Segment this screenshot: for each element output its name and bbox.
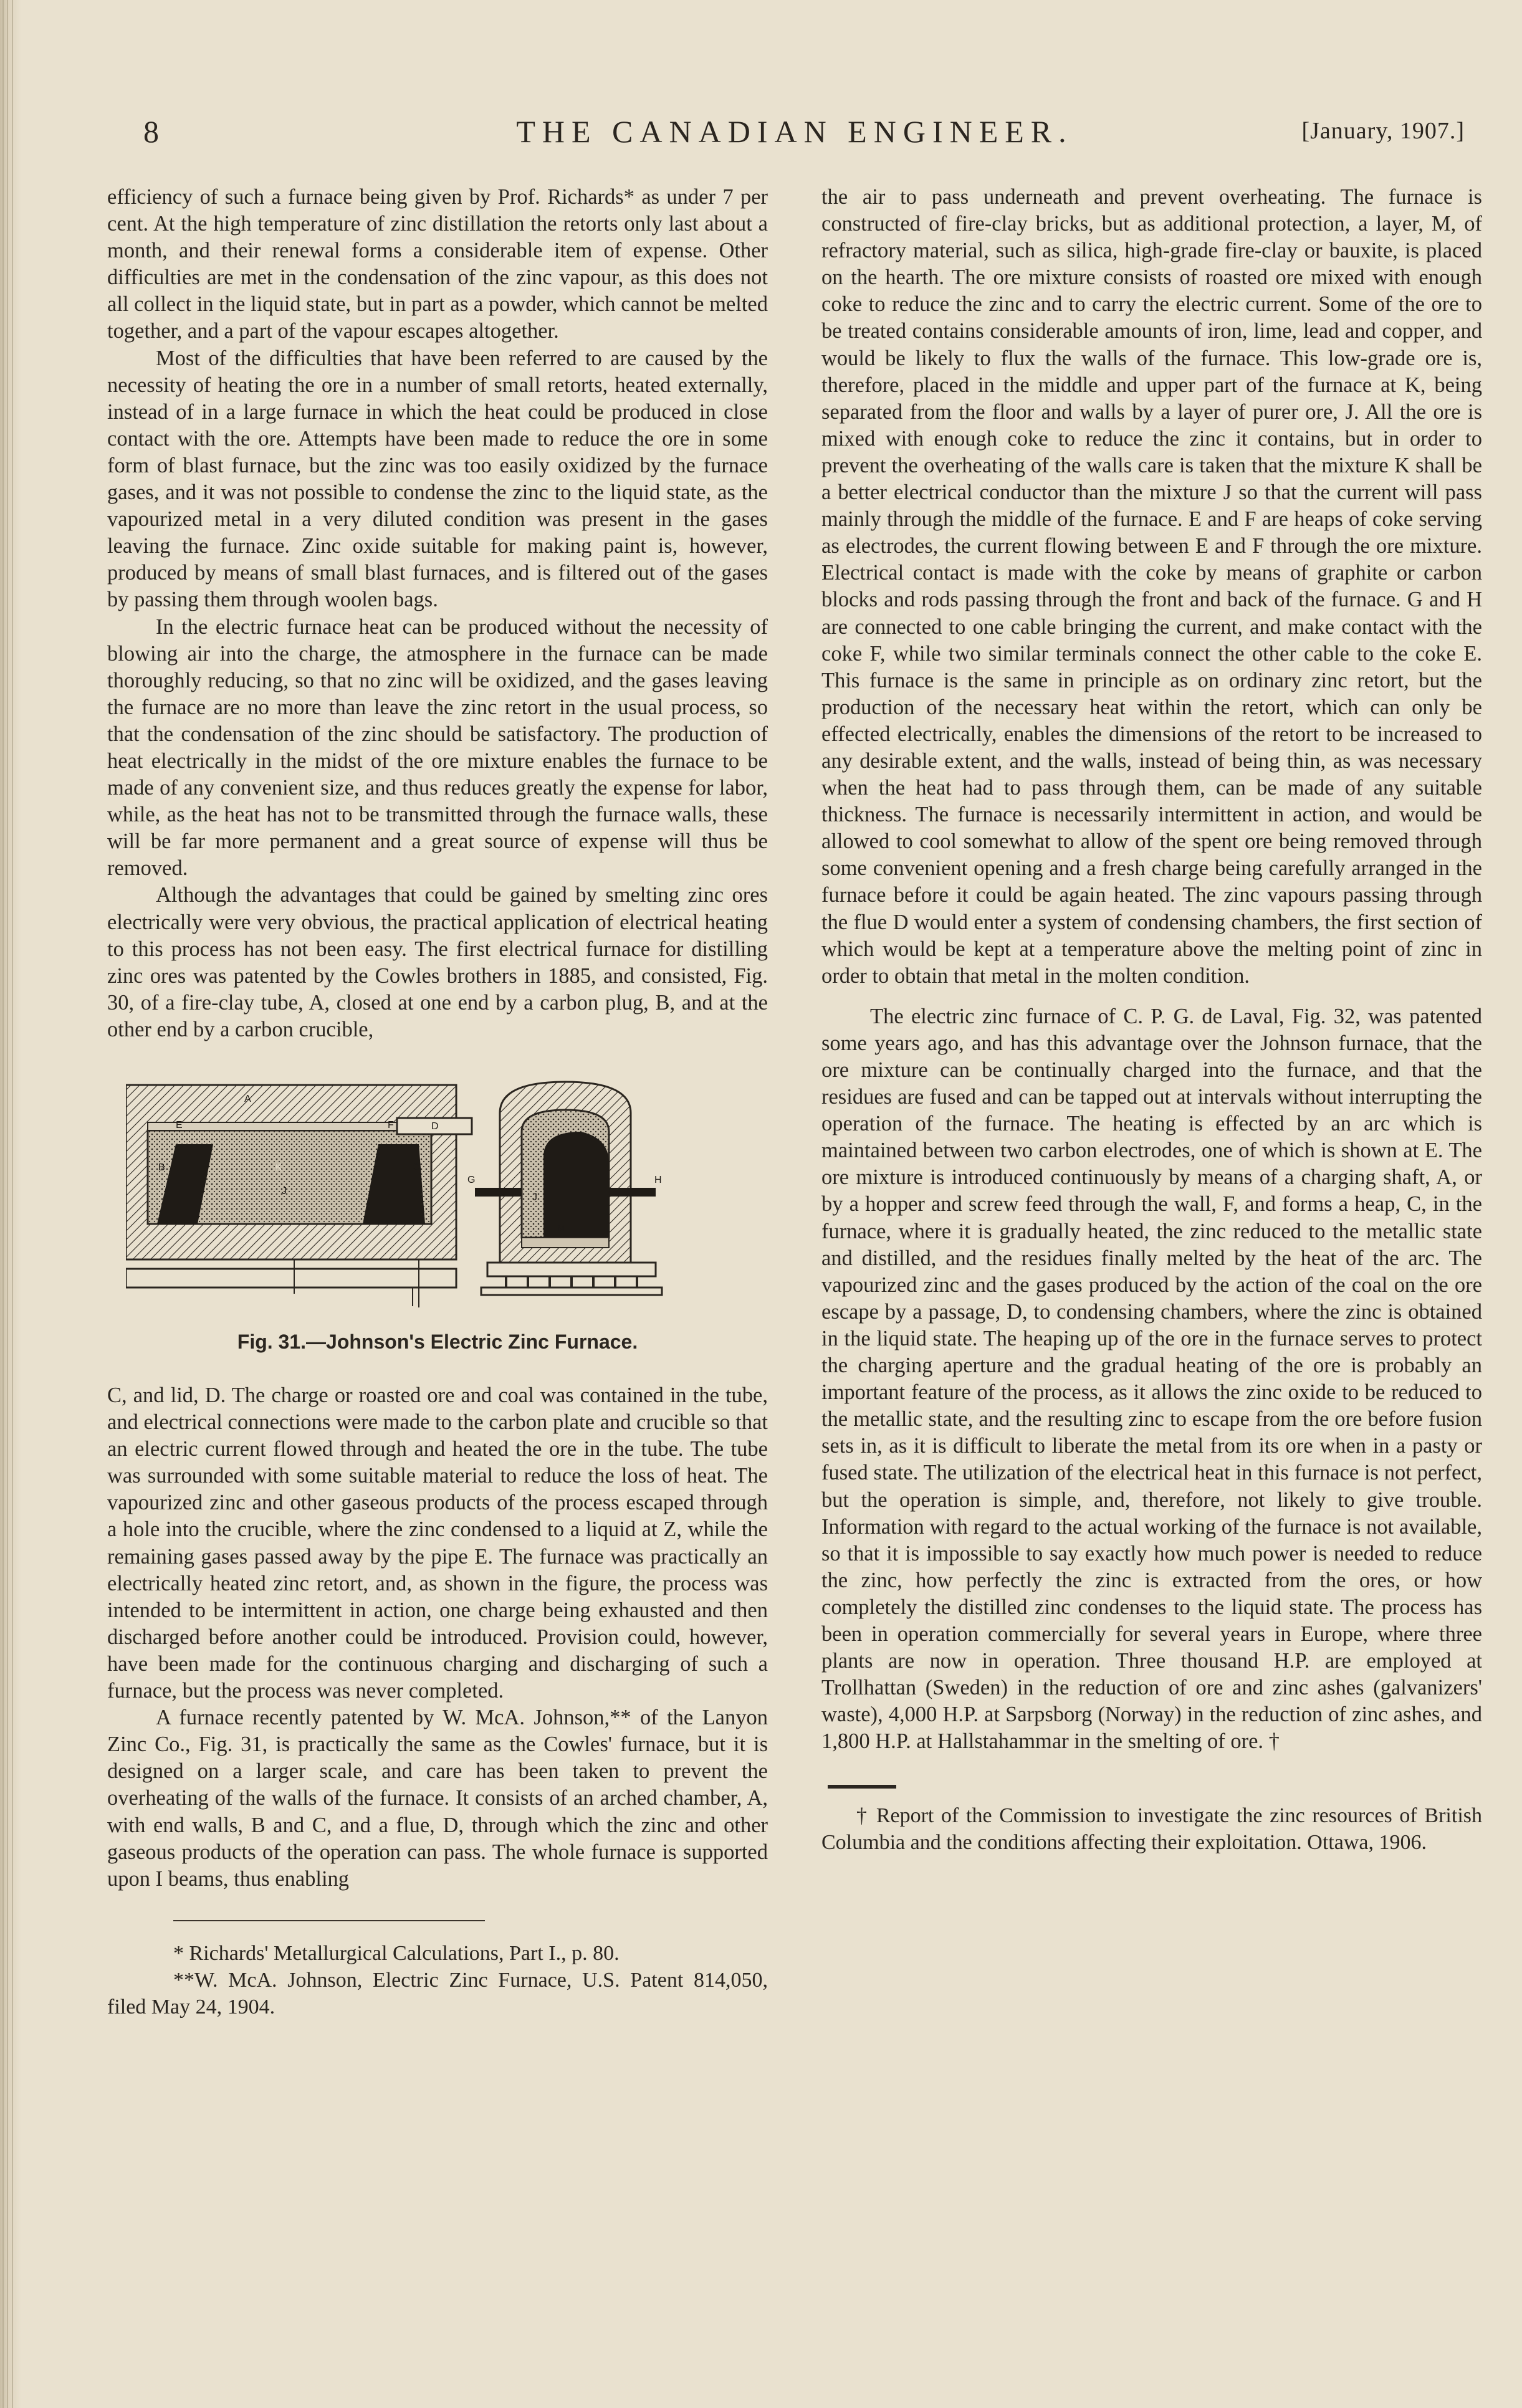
label-k: K — [275, 1162, 282, 1173]
footnote-divider — [173, 1920, 485, 1921]
label-b: B — [158, 1162, 165, 1173]
label-c: C — [413, 1162, 420, 1173]
figure-31 — [107, 1049, 768, 1374]
label-e: E — [176, 1120, 183, 1130]
label-a: A — [244, 1094, 251, 1104]
right-column — [821, 184, 1482, 1856]
label-h: H — [654, 1175, 662, 1185]
footnote: † Report of the Commission to investigate the zinc resources of British Columbia and the conditions affecting their exploitation. Ottawa, 1906. — [821, 1804, 1482, 1855]
page-number: 8 — [143, 114, 165, 149]
label-m: M — [557, 1223, 566, 1234]
long-section — [126, 1085, 472, 1307]
paragraph: Most of the difficulties that have been referred to are caused by the necessity of heating the ore in a number of small retorts, heated externally, instead of in a large furnace in which the heat could be produced in close contact with the ore. Attempts have been made to reduce the ore in some form of blast furnace, but the zinc was too easily oxidized by the furnace gases, and it was not possible to condense the zinc to the liquid state, as the vapourized metal in a very diluted condition was present in the gases leaving the furnace. Zinc oxide suitable for making paint is, however, produced by means of small blast furnaces, and is filtered out of the gases by passing them through woolen bags. — [107, 346, 768, 612]
label-j: J — [282, 1186, 287, 1197]
paragraph: The electric zinc furnace of C. P. G. de Laval, Fig. 32, was patented some years ago, and has this advantage over the Johnson furnace, that the ore mixture can be continually charged into the furnace, and that the residues are fused and can be tapped out at intervals without interrupting the operation of the furnace. The heating is effected by an arc which is maintained between two carbon electrodes, one of which is shown at E. The ore mixture is introduced continuously by means of a charging shaft, A, or by a hopper and screw feed through the wall, F, and forms a heap, C, in the furnace, where it is gradually heated, the zinc reduced to the metallic state and distilled, and the residues finally melted by the heat of the arc. The vapourized zinc and the gases produced by the action of the coal on the ore escape by a passage, D, to condensing chambers, where the zinc is obtained in the liquid state. The heaping up of the ore in the furnace serves to protect the charging aperture and the gradual heating of the ore is probably an important feature of the process, as it allows the zinc oxide to be reduced to the metallic state, and the resulting zinc to escape from the ore before fusion sets in, as it is difficult to liberate the metal from its ore when in a pasty or fused state. The utilization of the electrical heat in this furnace is not perfect, but the operation is simple, and, therefore, not likely to give trouble. Information with regard to the actual working of the furnace is not available, so that it is impossible to say exactly how much power is needed to reduce the zinc, how perfectly the zinc is extracted from the ores, or how completely the distilled zinc condenses to the liquid state. The process has been in operation commercially for several years in Europe, where three plants are now in operation. Three thousand H.P. are employed at Trollhattan (Sweden) in the reduction of ore and zinc ashes (galvanizers' waste), 4,000 H.P. at Sarpsborg (Norway) in the reduction of zinc ashes, and 1,800 H.P. at Hallstahammar in the smelting of ore. † — [821, 1004, 1482, 1754]
paragraph: efficiency of such a furnace being given by Prof. Richards* as under 7 per cent. At the high temperature of zinc distillation the retorts only last about a month, and their renewal forms a considerable item of expense. Other difficulties are met in the condensation of the zinc vapour, as this does not all collect in the liquid state, but in part as a powder, which cannot be melted together, and a part of the vapour escapes altogether. — [107, 185, 768, 343]
label-g: G — [467, 1175, 476, 1185]
journal-title: THE CANADIAN ENGINEER. — [516, 114, 1073, 149]
paragraph: Although the advantages that could be gained by smelting zinc ores electrically were very obvious, the practical application of electrical heating to this process has not been easy. The first electrical furnace for distilling zinc ores was patented by the Cowles brothers in 1885, and consisted, Fig. 30, of a fire-clay tube, A, closed at one end by a carbon plug, B, and at the other end by a carbon crucible, — [107, 883, 768, 1041]
page-header — [125, 113, 1465, 157]
footnote: **W. McA. Johnson, Electric Zinc Furnace, U.S. Patent 814,050, filed May 24, 1904. — [107, 1968, 768, 2019]
label-j-cross: J — [532, 1192, 537, 1203]
footnotes — [107, 1940, 768, 2020]
label-d: D — [431, 1121, 439, 1132]
cross-section — [467, 1082, 662, 1295]
footnote: * Richards' Metallurgical Calculations, Part I., p. 80. — [173, 1941, 620, 1965]
left-column — [107, 184, 768, 2020]
label-f: F — [388, 1120, 394, 1130]
paragraph: C, and lid, D. The charge or roasted ore and coal was contained in the tube, and electrical connections were made to the carbon plate and crucible so that an electric current flowed through and heated the ore in the tube. The tube was surrounded with some suitable material to reduce the loss of heat. The vapourized zinc and other gaseous products of the process escaped through a hole into the crucible, where the zinc condensed to a liquid at Z, while the remaining gases passed away by the pipe E. The furnace was practically an electrically heated zinc retort, and, as shown in the figure, the process was intended to be intermittent in action, one charge being exhausted and then discharged before another could be introduced. Provision could, however, have been made for the continuous charging and discharging of such a furnace, but the process was never completed. — [107, 1383, 768, 1703]
paragraph: A furnace recently patented by W. McA. Johnson,** of the Lanyon Zinc Co., Fig. 31, is practically the same as the Cowles' furnace, but it is designed on a larger scale, and care has been taken to prevent the overheating of the walls of the furnace. It consists of an arched chamber, A, with end walls, B and C, and a flue, D, through which the zinc and other gaseous products of the operation can pass. The whole furnace is supported upon I beams, thus enabling — [107, 1706, 768, 1891]
furnace-diagram — [126, 1063, 749, 1325]
figure-caption: Fig. 31.—Johnson's Electric Zinc Furnace. — [237, 1331, 638, 1353]
paragraph: In the electric furnace heat can be produced without the necessity of blowing air into the charge, the atmosphere in the furnace can be made thoroughly reducing, so that no zinc will be oxidized, and the gases leaving the furnace are no more than leave the zinc retort in the usual process, so that the condensation of the zinc should be satisfactory. The production of heat electrically in the midst of the ore mixture enables the furnace to be made of any convenient size, and thus reduces greatly the expense for labor, while, as the heat has not to be transmitted through the furnace walls, these will be far more permanent and a great source of expense will thus be removed. — [107, 614, 768, 881]
paragraph: the air to pass underneath and prevent overheating. The furnace is constructed of fire-clay bricks, but as additional protection, a layer, M, of refractory material, such as silica, high-grade fire-clay or bauxite, is placed on the hearth. The ore mixture consists of roasted ore mixed with enough coke to reduce the zinc and to carry the electric current. Some of the ore to be treated contains considerable amounts of iron, lime, lead and copper, and would be likely to flux the walls of the furnace. This low-grade ore is, therefore, placed in the middle and upper part of the furnace at K, being separated from the floor and walls by a layer of purer ore, J. All the ore is mixed with enough coke to reduce the zinc it contains, but in order to prevent the overheating of the walls care is taken that the mixture K shall be a better electrical conductor than the mixture J so that the current will pass mainly through the middle of the furnace. E and F are heaps of coke serving as electrodes, the current flowing between E and F through the ore mixture. Electrical contact is made with the coke by means of graphite or carbon blocks and rods passing through the front and back of the furnace. G and H are connected to one cable bringing the current, and make contact with the coke F, while two similar terminals connect the other cable to the coke E. This furnace is the same in principle as on ordinary zinc retort, but the production of the necessary heat within the retort, which can only be effected electrically, enables the dimensions of the retort to be increased to any desirable extent, and the walls, instead of being thin, as was necessary when the heat had to pass through them, can be made of any suitable thickness. The furnace is necessarily intermittent in action, and would be allowed to cool somewhat to allow of the spent ore being removed through some convenient opening and a fresh charge being carefully arranged in the furnace before it could be again heated. The zinc vapours passing through the flue D would enter a system of condensing chambers, the first section of which would be kept at a temperature above the melting point of zinc in order to obtain that metal in the molten condition. — [821, 185, 1482, 988]
footnote-divider — [828, 1785, 896, 1789]
issue-date: [January, 1907.] — [1301, 118, 1465, 144]
